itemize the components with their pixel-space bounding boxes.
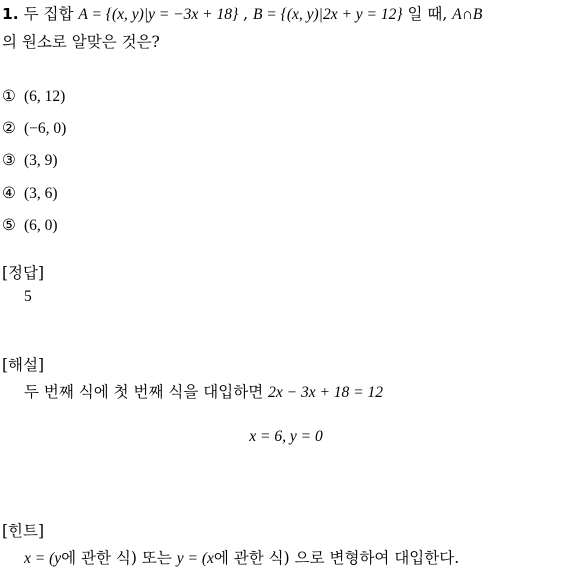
explanation-text (24, 380, 383, 402)
choice-text: (6, 12) (24, 88, 66, 105)
hint-part-6: 에 관한 식) 으로 변형하여 대입한다. (213, 549, 460, 567)
choice-mark: ⑤ (2, 216, 16, 234)
choice-text: (−6, 0) (24, 120, 67, 137)
set-separator: , (238, 5, 253, 23)
question-line-2: 의 원소로 알맞은 것은? (2, 33, 160, 51)
choice-text: (3, 6) (24, 185, 58, 202)
choice-text: (3, 9) (24, 152, 58, 169)
hint-text (24, 546, 459, 568)
hint-part-2: y (54, 550, 62, 567)
hint-part-4: y = ( (176, 550, 208, 567)
question-suffix: 일 때, (402, 5, 453, 23)
hint-part-3: 에 관한 식) 또는 (61, 549, 177, 567)
choice-2[interactable] (2, 119, 66, 138)
intersection-expr: A∩B (452, 6, 483, 23)
choice-mark: ② (2, 119, 16, 137)
choice-mark: ④ (2, 184, 16, 202)
choice-1[interactable] (2, 87, 65, 106)
choice-mark: ① (2, 87, 16, 105)
question-number: 1. (2, 5, 19, 23)
hint-part-1: x = ( (24, 550, 55, 567)
explanation-equation: 2x − 3x + 18 = 12 (268, 384, 384, 401)
hint-part-5: x (207, 550, 214, 567)
answer-value: 5 (24, 288, 32, 305)
choice-5[interactable] (2, 216, 58, 235)
explanation-label: [해설] (2, 356, 45, 374)
answer-label: [정답] (2, 264, 45, 282)
choice-4[interactable] (2, 184, 58, 203)
explanation-prefix: 두 번째 식에 첫 번째 식을 대입하면 (24, 383, 269, 401)
choice-text: (6, 0) (24, 217, 58, 234)
set-b: B = {(x, y)|2x + y = 12} (252, 6, 403, 23)
question-prefix: 두 집합 (23, 5, 79, 23)
set-a: A = {(x, y)|y = −3x + 18} (78, 6, 239, 23)
question-line-1 (2, 2, 482, 24)
explanation-result: x = 6, y = 0 (249, 428, 323, 445)
choice-3[interactable] (2, 151, 58, 170)
hint-label: [힌트] (2, 522, 45, 540)
choice-mark: ③ (2, 151, 16, 169)
